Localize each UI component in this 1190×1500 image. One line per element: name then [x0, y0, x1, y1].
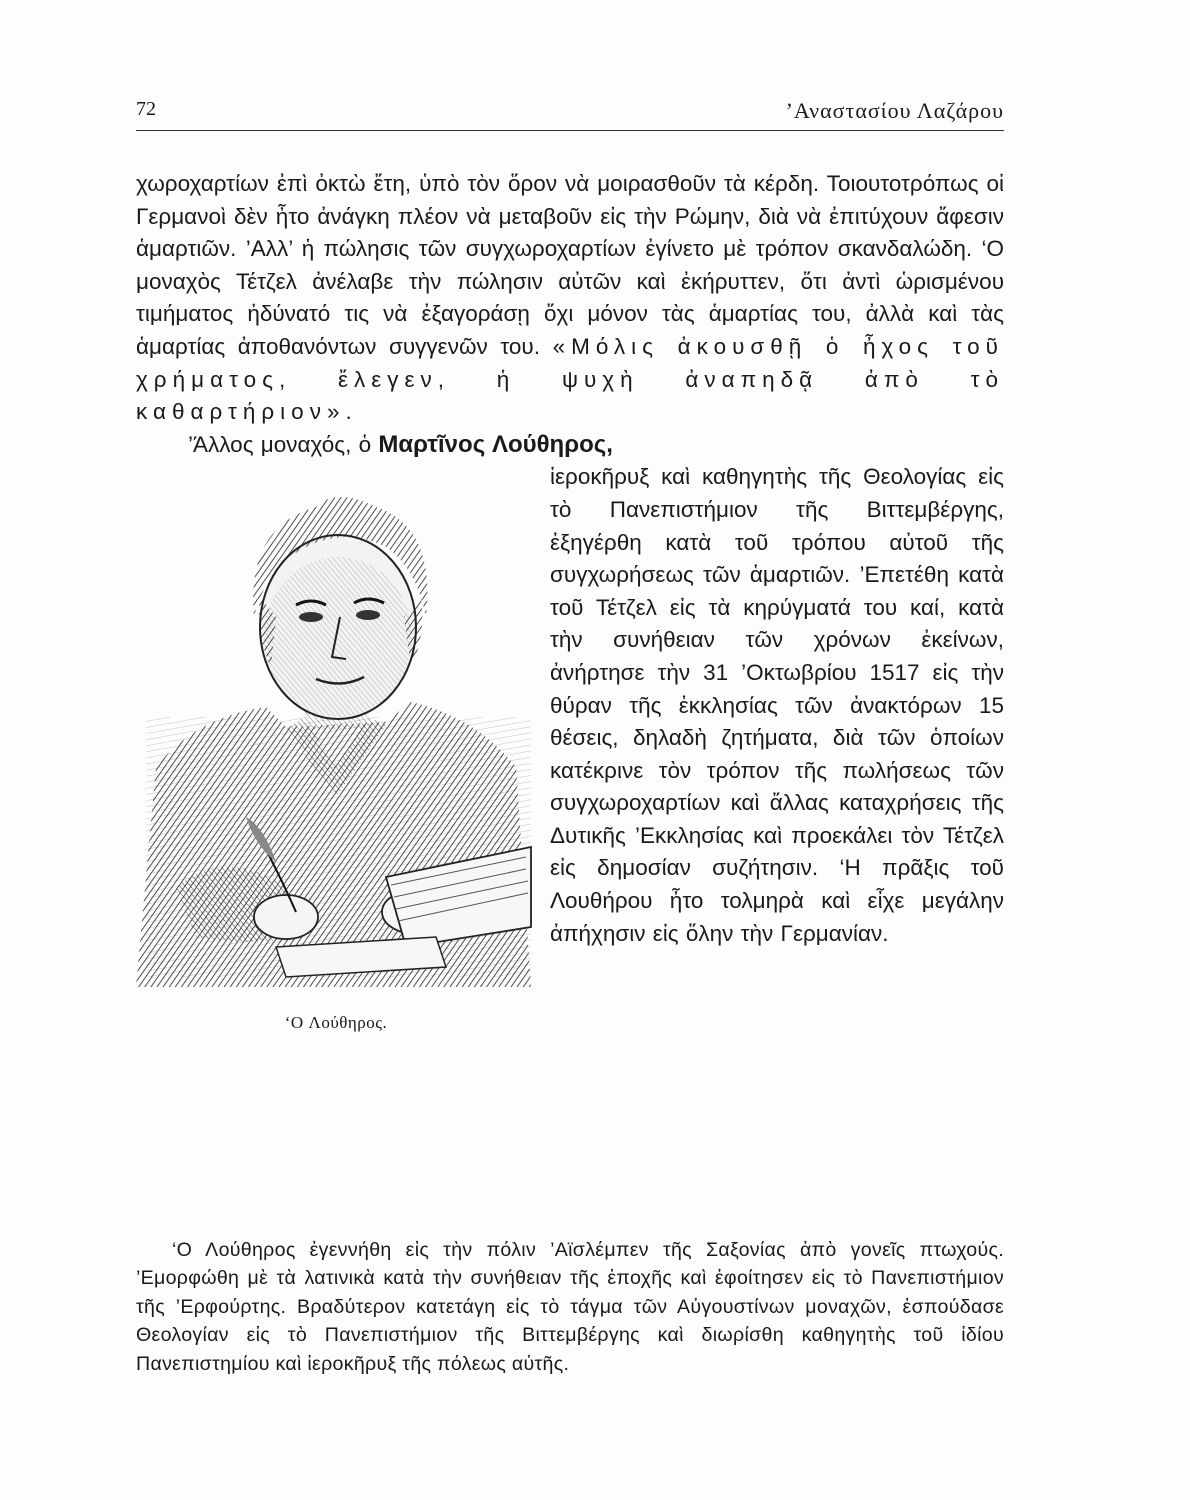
paragraph-2-lead-line [136, 429, 1004, 462]
paragraph-1-text: χωροχαρτίων ἐπὶ ὀκτὼ ἔτη, ὑπὸ τὸν ὅρον νὰ μοιρασθοῦν τὰ κέρδη. Τοιουτοτρόπως οἱ Γερμανοὶ δὲν ἦτο ἀνάγκη πλέον νὰ μεταβοῦν εἰς τὴν Ρώμην, διὰ νὰ ἐπιτύχουν ἄφεσιν ἁμαρτιῶν. ’Αλλ’ ἡ πώλησις τῶν συγχωροχαρτίων ἐγίνετο μὲ τρόπον σκανδαλώδη. ‘Ο μοναχὸς Τέτζελ ἀνέλαβε τὴν πώλησιν αὐτῶν καὶ ἐκήρυττεν, ὅτι ἀντὶ ὡρισμένου τιμήματος ἠδύνατό τις νὰ ἐξαγοράσῃ ὄχι μόνον τὰς ἁμαρτίας του, ἀλλὰ καὶ τὰς ἁμαρτίας ἀποθανόντων συγγενῶν του. [136, 171, 1004, 359]
luther-portrait-figure [136, 467, 536, 1033]
running-title: ’Αναστασίου Λαζάρου [785, 98, 1004, 123]
portrait-caption: ‘Ο Λούθηρος. [284, 1013, 388, 1033]
luther-portrait-image [136, 467, 536, 997]
luther-name: Μαρτῖνος Λούθηρος, [378, 430, 613, 458]
page-number: 72 [136, 98, 156, 120]
paragraph-1 [136, 168, 1004, 429]
paragraph-2-text: ἱεροκῆρυξ καὶ καθηγητὴς τῆς Θεολογίας εἰς τὸ Πανεπιστήμιον τῆς Βιττεμβέργης, ἐξηγέρθη κατὰ τοῦ τρόπου αὐτοῦ τῆς συγχωρήσεως τῶν ἁμαρτιῶν. ’Επετέθη κατὰ τοῦ Τέτζελ εἰς τὰ κηρύγματά του καί, κατὰ τὴν συνήθειαν τῶν χρόνων ἐκείνων, ἀνήρτησε τὴν 31 ’Οκτωβρίου 1517 εἰς τὴν θύραν τῆς ἐκκλησίας τῶν ἀνακτόρων 15 θέσεις, δηλαδὴ ζητήματα, διὰ τῶν ὁποίων κατέκρινε τὸν τρόπον τῆς πωλήσεως τῶν συγχωροχαρτίων καὶ ἄλλας καταχρήσεις τῆς Δυτικῆς ’Εκκλησίας καὶ προεκάλει τὸν Τέτζελ εἰς δημοσίαν συζήτησιν. ‘Η πρᾶξις τοῦ Λουθήρου ἦτο τολμηρὰ καὶ εἶχε μεγάλην ἀπήχησιν εἰς ὅλην τὴν Γερμανίαν. [550, 464, 1004, 946]
biographical-footnote: ‘Ο Λούθηρος ἐγεννήθη εἰς τὴν πόλιν ’Αϊσλέμπεν τῆς Σαξονίας ἀπὸ γονεῖς πτωχούς. ’Εμορφώθη μὲ τὰ λατινικὰ κατὰ τὴν συνήθειαν τῆς ἐποχῆς καὶ ἐφοίτησεν εἰς τὸ Πανεπιστήμιον τῆς ’Ερφούρτης. Βραδύτερον κατετάγη εἰς τὸ τάγμα τῶν Αὐγουστίνων μοναχῶν, ἐσπούδασε Θεολογίαν εἰς τὸ Πανεπιστήμιον τῆς Βιττεμβέργης καὶ διωρίσθη καθηγητὴς τοῦ ἰδίου Πανεπιστημίου καὶ ἱεροκῆρυξ τῆς πόλεως αὐτῆς. [136, 1239, 1004, 1375]
paragraph-2-lead: ’Άλλος μοναχός, ὁ [188, 431, 372, 457]
tetzel-quote: «Μόλις ἀκουσθῇ ὁ ἦχος τοῦ χρήματος, ἔλεγεν, ἡ ψυχὴ ἀναπηδᾷ ἀπὸ τὸ καθαρτήριον». [136, 333, 1004, 425]
main-text [136, 168, 1004, 1033]
page-header [136, 96, 1004, 131]
